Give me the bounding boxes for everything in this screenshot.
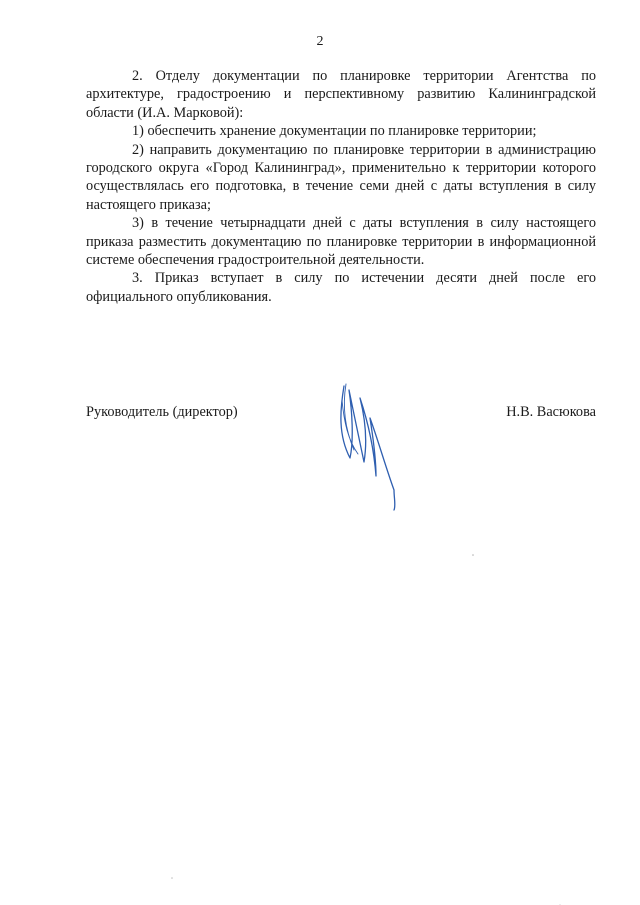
- signatory-title: Руководитель (директор): [86, 404, 238, 420]
- subparagraph-1: 1) обеспечить хранение документации по планировке территории;: [132, 123, 537, 140]
- document-body: [86, 67, 596, 306]
- signatory-name: Н.В. Васюкова: [506, 404, 596, 420]
- paragraph-item-3: 3. Приказ вступает в силу по истечении десяти дней после его официального опубликования.: [86, 270, 596, 305]
- handwritten-signature: [330, 380, 410, 515]
- subparagraph-2: 2) направить документацию по планировке территории в администрацию городского округа «Город Калининград», применительно к территории которого осуществлялась его подготовка, в течение семи дней с даты вступления в силу настоящего приказа;: [86, 141, 596, 213]
- paragraph-item-2: 2. Отделу документации по планировке территории Агентства по архитектуре, градостроению и перспективному развитию Калининградской области (И.А. Марковой):: [86, 68, 596, 121]
- subparagraph-3: 3) в течение четырнадцати дней с даты вступления в силу настоящего приказа разместить документацию по планировке территории в информационной системе обеспечения градостроительной деятельности.: [86, 215, 596, 269]
- page-number: 2: [316, 34, 324, 49]
